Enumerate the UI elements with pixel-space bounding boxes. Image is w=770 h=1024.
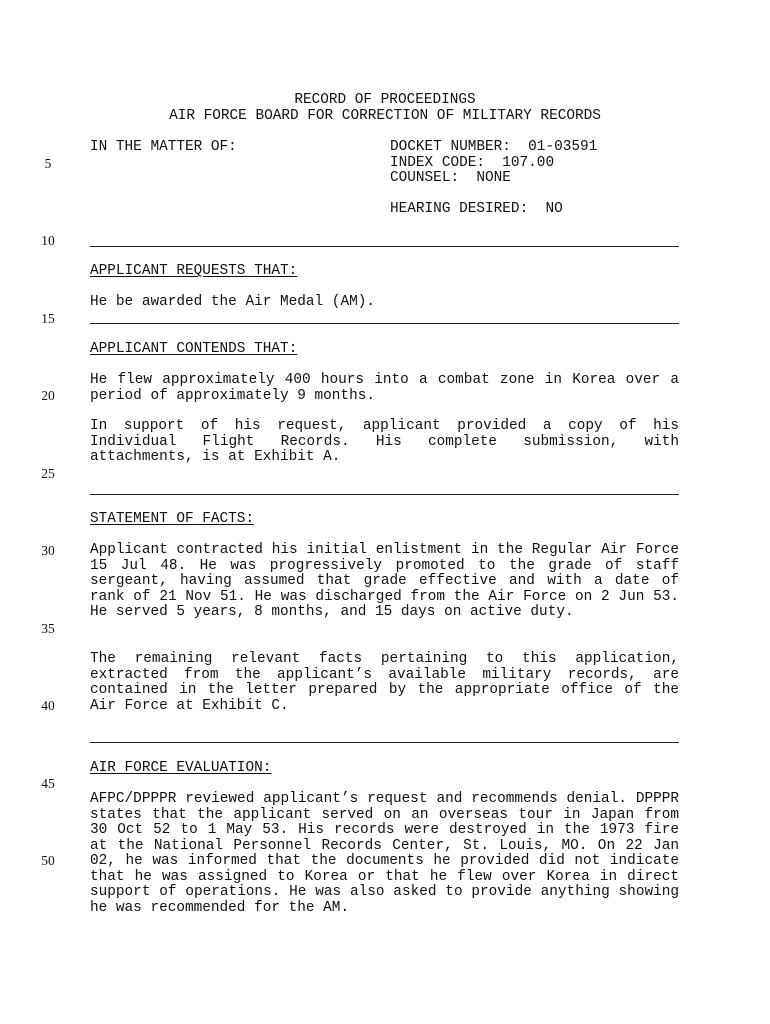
matter-label: IN THE MATTER OF: bbox=[90, 139, 237, 155]
section-divider bbox=[90, 323, 679, 324]
section-heading-facts: STATEMENT OF FACTS: bbox=[90, 511, 255, 527]
line-number: 40 bbox=[41, 698, 55, 713]
line-number: 20 bbox=[41, 388, 55, 403]
facts-paragraph: Applicant contracted his initial enlistment in the Regular Air Force 15 Jul 48. He was progressively promoted to the grade of staff sergeant, having assumed that grade effective and with a date of rank of 21 Nov 51. He was discharged from the Air Force on 2 Jun 53. He served 5 years, 8 months, and 15 days on active duty. bbox=[90, 542, 679, 620]
index-code: INDEX CODE: 107.00 bbox=[390, 155, 555, 171]
line-number: 25 bbox=[41, 466, 55, 481]
section-divider bbox=[90, 494, 679, 495]
section-divider bbox=[90, 246, 679, 247]
document-title: RECORD OF PROCEEDINGS bbox=[294, 92, 476, 108]
line-number: 35 bbox=[41, 621, 55, 636]
line-number: 15 bbox=[41, 311, 55, 326]
evaluation-paragraph: AFPC/DPPPR reviewed applicant’s request and recommends denial. DPPPR states that the applicant served on an overseas tour in Japan from 30 Oct 52 to 1 May 53. His records were destroyed in the 1973 fire at the National Personnel Records Center, St. Louis, MO. On 22 Jan 02, he was informed that the documents he provided did not indicate that he was assigned to Korea or that he flew over Korea in direct support of operations. He was also asked to provide anything showing he was recommended for the AM. bbox=[90, 791, 679, 916]
line-number: 45 bbox=[41, 776, 55, 791]
requests-text: He be awarded the Air Medal (AM). bbox=[90, 294, 375, 310]
section-heading-evaluation: AIR FORCE EVALUATION: bbox=[90, 760, 272, 776]
line-number: 10 bbox=[41, 233, 55, 248]
section-heading-contends: APPLICANT CONTENDS THAT: bbox=[90, 341, 298, 357]
hearing-desired: HEARING DESIRED: NO bbox=[390, 201, 563, 217]
section-heading-requests: APPLICANT REQUESTS THAT: bbox=[90, 263, 298, 279]
counsel: COUNSEL: NONE bbox=[390, 170, 511, 186]
line-number: 50 bbox=[41, 853, 55, 868]
facts-paragraph: The remaining relevant facts pertaining to this application, extracted from the applicant’s available military records, are contained in the letter prepared by the appropriate office of the Air Force at Exhibit C. bbox=[90, 651, 679, 714]
section-divider bbox=[90, 742, 679, 743]
docket-number: DOCKET NUMBER: 01-03591 bbox=[390, 139, 598, 155]
contends-paragraph: In support of his request, applicant provided a copy of his Individual Flight Records. His complete submission, with attachments, is at Exhibit A. bbox=[90, 418, 679, 465]
line-number: 5 bbox=[44, 156, 52, 171]
board-name: AIR FORCE BOARD FOR CORRECTION OF MILITARY RECORDS bbox=[169, 108, 601, 124]
line-number: 30 bbox=[41, 543, 55, 558]
contends-paragraph: He flew approximately 400 hours into a combat zone in Korea over a period of approximately 9 months. bbox=[90, 372, 679, 404]
